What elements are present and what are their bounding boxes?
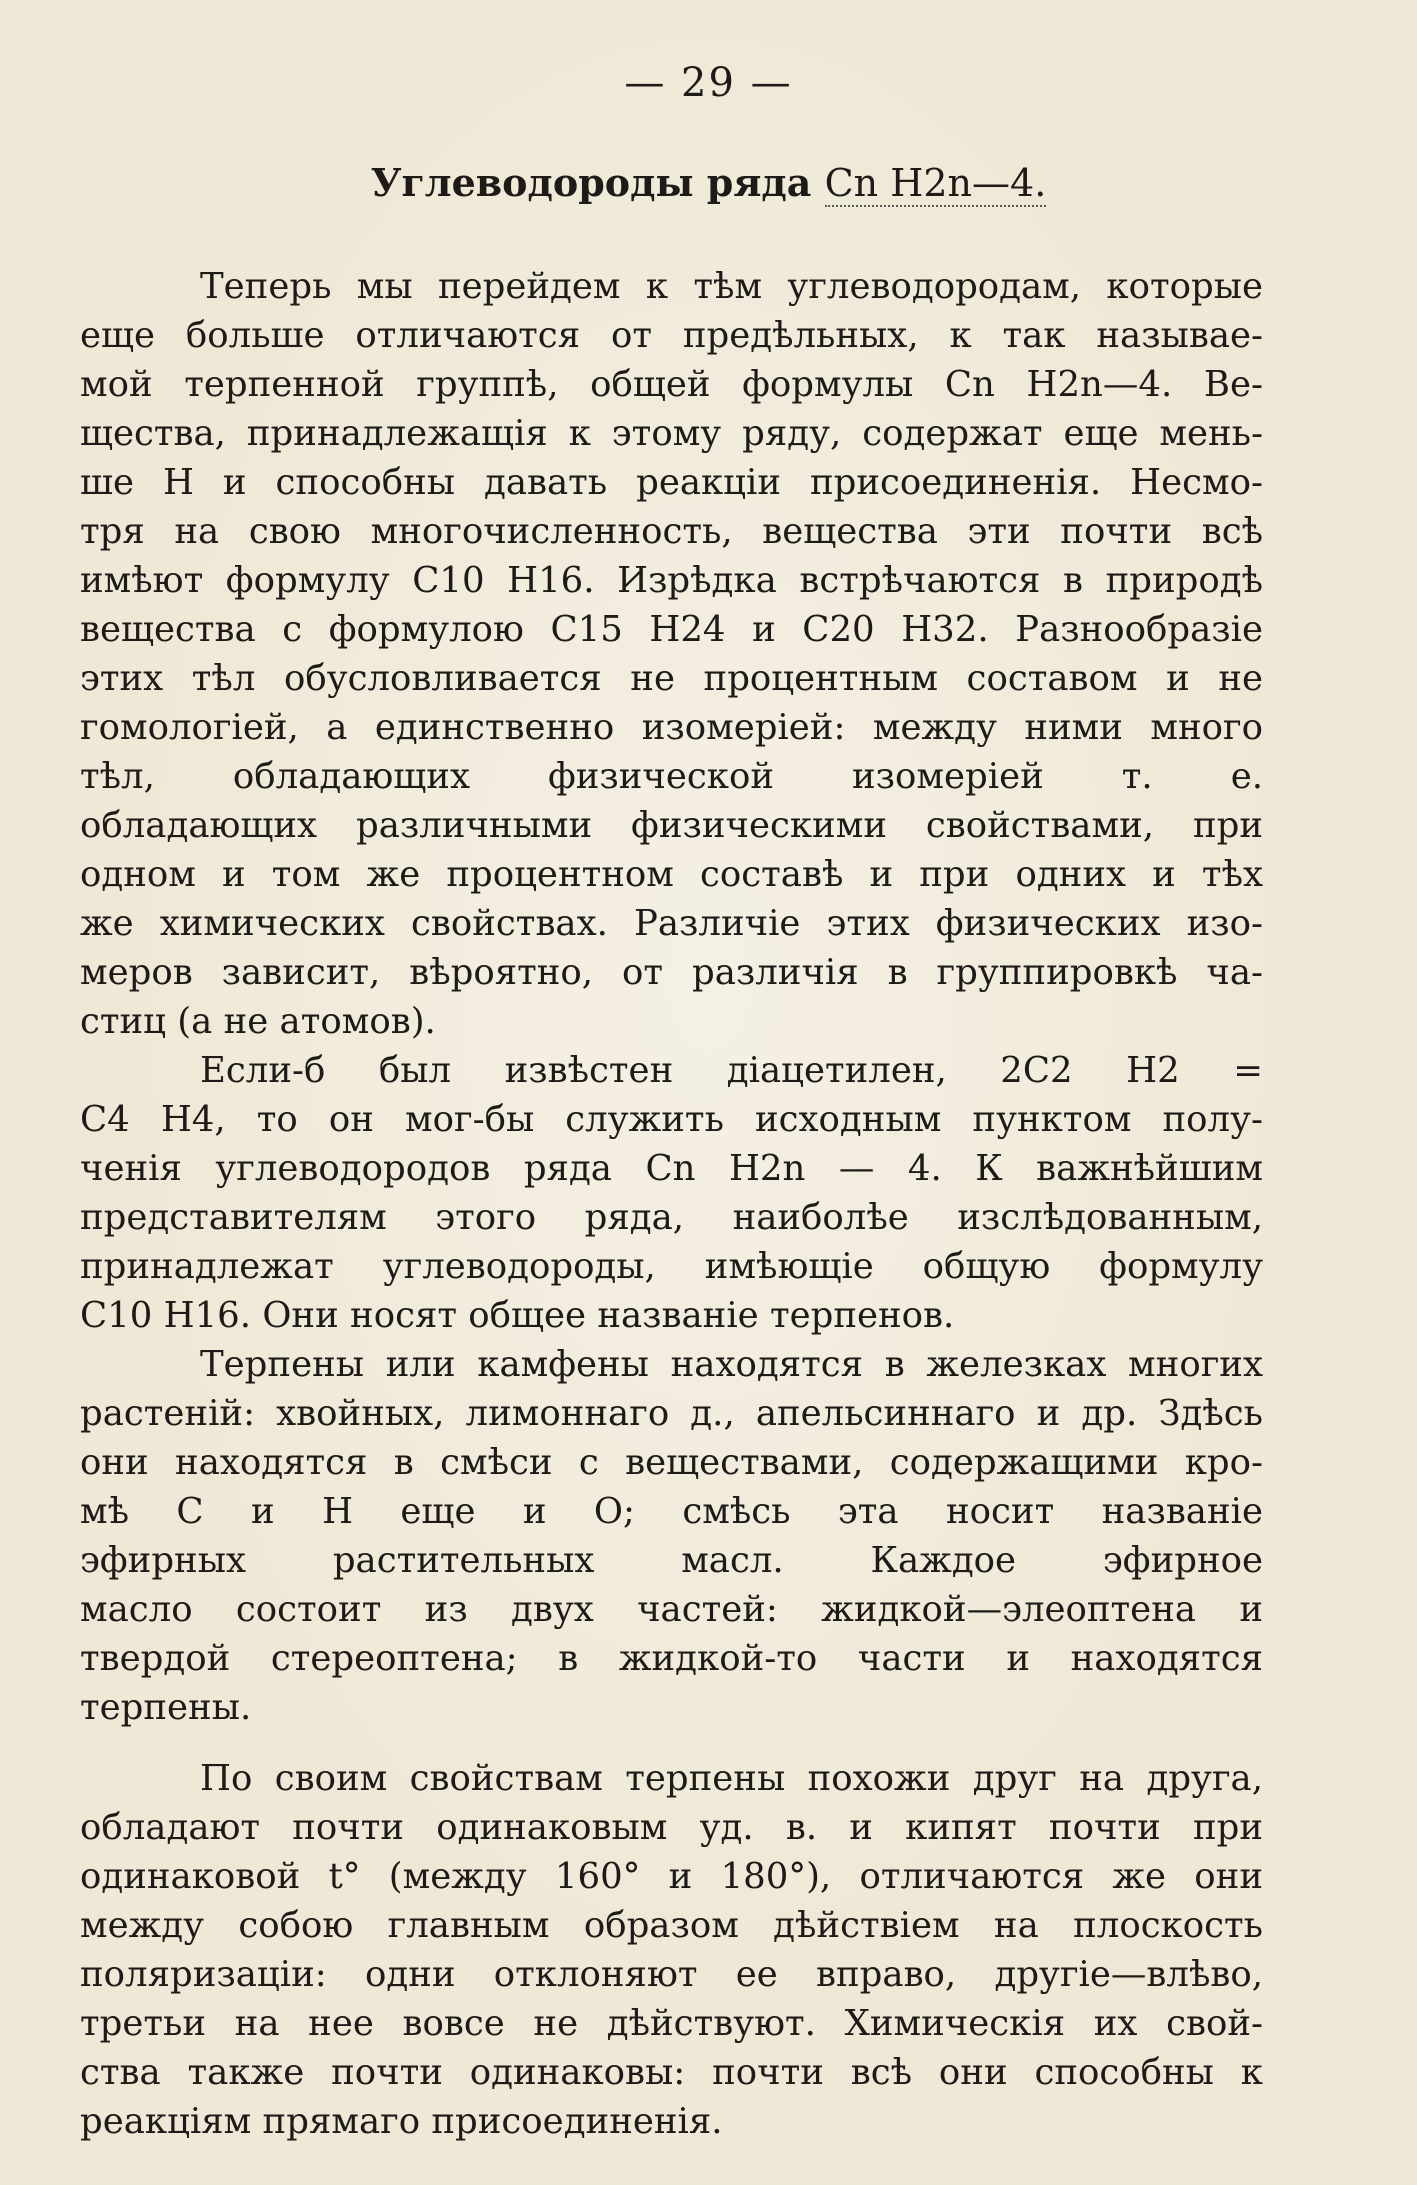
text-line: мѣ C и H еще и O; смѣсь эта носит названіе (80, 1491, 1263, 1532)
text-line: вещества с формулою C15 H24 и C20 H32. Разнообразіе (80, 609, 1263, 650)
text-line: Терпены или камфены находятся в железках многих (200, 1344, 1263, 1385)
text-line: По своим свойствам терпены похожи друг на друга, (200, 1758, 1263, 1799)
paragraph-gap (80, 1732, 1263, 1754)
text-line: между собою главным образом дѣйствіем на плоскость (80, 1905, 1263, 1946)
text-line: растеній: хвойных, лимоннаго д., апельсиннаго и др. Здѣсь (80, 1393, 1263, 1434)
text-line: ше H и способны давать реакціи присоединенія. Несмо- (80, 462, 1263, 503)
text-line: стиц (а не атомов). (80, 1001, 436, 1042)
text-line: этих тѣл обусловливается не процентным составом и не (80, 658, 1263, 699)
text-line: одном и том же процентном составѣ и при одних и тѣх (80, 854, 1263, 895)
text-line: ства также почти одинаковы: почти всѣ они способны к (80, 2052, 1263, 2093)
text-line: C4 H4, то он мог-бы служить исходным пунктом полу- (80, 1099, 1263, 1140)
text-line: обладают почти одинаковым уд. в. и кипят почти при (80, 1807, 1263, 1848)
text-line: представителям этого ряда, наиболѣе изслѣдованным, (80, 1197, 1263, 1238)
text-line: тря на свою многочисленность, вещества эти почти всѣ (80, 511, 1263, 552)
text-line: принадлежат углеводороды, имѣющіе общую формулу (80, 1246, 1263, 1287)
body-text (80, 262, 1263, 2146)
text-line: обладающих различными физическими свойствами, при (80, 805, 1263, 846)
section-heading (0, 160, 1417, 205)
text-line: еще больше отличаются от предѣльных, к так называе- (80, 315, 1263, 356)
text-line: масло состоит из двух частей: жидкой—элеоптена и (80, 1589, 1263, 1630)
text-line: поляризаціи: одни отклоняют ее вправо, другіе—влѣво, (80, 1954, 1263, 1995)
text-line: же химических свойствах. Различіе этих физических изо- (80, 903, 1263, 944)
page-number: — 29 — (624, 60, 793, 106)
text-line: щества, принадлежащія к этому ряду, содержат еще мень- (80, 413, 1263, 454)
heading-formula: Cn H2n—4. (824, 161, 1047, 205)
text-line: C10 H16. Они носят общее названіе терпенов. (80, 1295, 955, 1336)
text-line: твердой стереоптена; в жидкой-то части и находятся (80, 1638, 1263, 1679)
text-line: эфирных растительных масл. Каждое эфирное (80, 1540, 1263, 1581)
text-line: терпены. (80, 1687, 252, 1728)
text-line: гомологіей, а единственно изомеріей: между ними много (80, 707, 1263, 748)
text-line: мой терпенной группѣ, общей формулы Cn H2n—4. Ве- (80, 364, 1263, 405)
text-line: они находятся в смѣси с веществами, содержащими кро- (80, 1442, 1263, 1483)
heading-title: Углеводороды ряда (370, 160, 812, 205)
text-line: реакціям прямаго присоединенія. (80, 2101, 723, 2142)
text-line: имѣют формулу C10 H16. Изрѣдка встрѣчаются в природѣ (80, 560, 1263, 601)
text-line: третьи на нее вовсе не дѣйствуют. Химическія их свой- (80, 2003, 1263, 2044)
text-line: Если-б был извѣстен діацетилен, 2C2 H2 = (200, 1050, 1263, 1091)
text-line: меров зависит, вѣроятно, от различія в группировкѣ ча- (80, 952, 1263, 993)
text-line: тѣл, обладающих физической изомеріей т. е. (80, 756, 1263, 797)
text-line: Теперь мы перейдем к тѣм углеводородам, которые (200, 266, 1263, 307)
text-line: ченія углеводородов ряда Cn H2n — 4. К важнѣйшим (80, 1148, 1263, 1189)
text-line: одинаковой t° (между 160° и 180°), отличаются же они (80, 1856, 1263, 1897)
